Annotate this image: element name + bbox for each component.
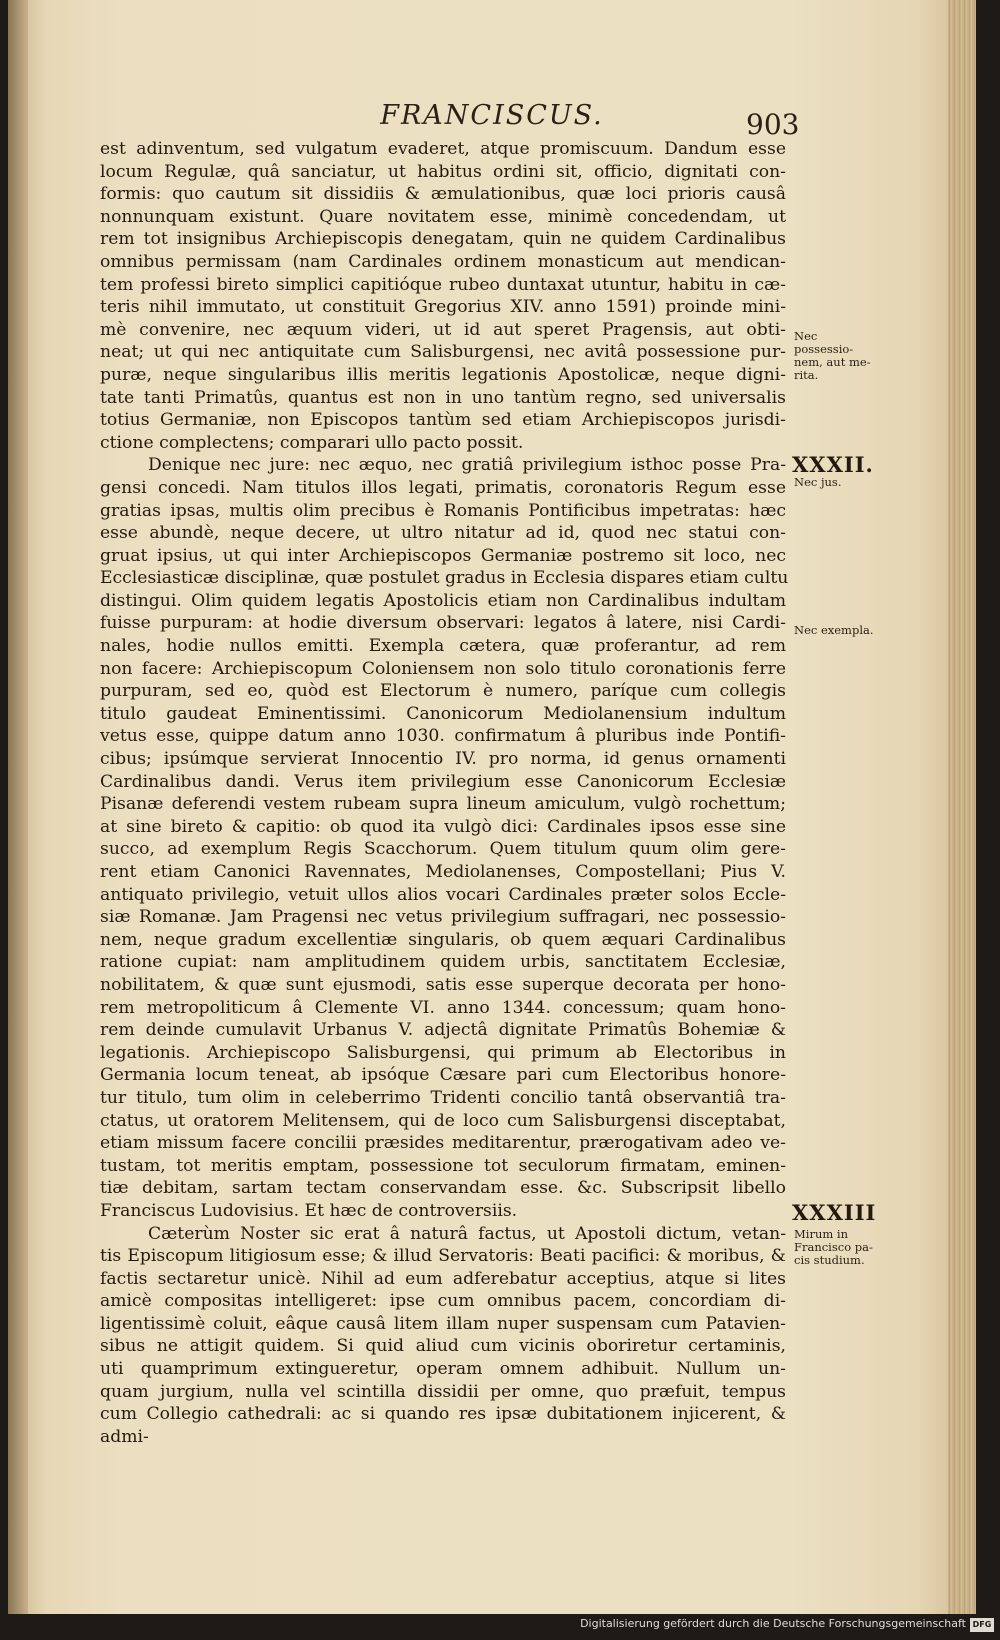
- text-line: fuisse purpuram: at hodie diversum observari: legatos â latere, nisi Cardi-: [100, 613, 786, 634]
- text-line: rem tot insignibus Archiepiscopis denegatam, quin ne quidem Cardinalibus: [100, 229, 786, 250]
- margin-note-nec-jus: Nec jus.: [794, 475, 842, 489]
- text-line: gensi concedi. Nam titulos illos legati, primatis, coronatoris Regum esse: [100, 477, 786, 498]
- text-line: succo, ad exemplum Regis Scacchorum. Quem titulum quum olim gere-: [100, 839, 786, 860]
- text-line: siæ Romanæ. Jam Pragensi nec vetus privilegium suffragari, nec possessio-: [100, 907, 786, 928]
- text-line: ctatus, ut oratorem Melitensem, qui de loco cum Salisburgensi disceptabat,: [100, 1110, 786, 1131]
- text-line: amicè compositas intelligeret: ipse cum omnibus pacem, concordiam di-: [100, 1291, 786, 1312]
- text-line: ctione complectens; comparari ullo pacto possit.: [100, 432, 524, 453]
- text-line: Cæterùm Noster sic erat â naturâ factus, ut Apostoli dictum, vetan-: [148, 1223, 786, 1244]
- text-line: tustam, tot meritis emptam, possessione tot seculorum firmatam, eminen-: [100, 1155, 786, 1176]
- text-line: Franciscus Ludovisius. Et hæc de controversiis.: [100, 1200, 518, 1221]
- text-line: admi-: [100, 1426, 149, 1447]
- body-text: [100, 138, 789, 1448]
- text-line: tis Episcopum litigiosum esse; & illud Servatoris: Beati pacifici: & moribus, &: [100, 1246, 786, 1267]
- text-line: antiquato privilegio, vetuit ullos alios vocari Cardinales præter solos Eccle-: [100, 884, 786, 905]
- text-line: mè convenire, nec æquum videri, ut id aut speret Pragensis, aut obti-: [100, 319, 786, 340]
- section-number-xxxii: XXXII.: [792, 452, 874, 477]
- text-line: quam jurgium, nulla vel scintilla dissidii per omne, quo præfuit, tempus: [100, 1381, 786, 1402]
- page: [8, 0, 976, 1614]
- text-line: Pisanæ deferendi vestem rubeam supra lineum amiculum, vulgò rochettum;: [100, 794, 786, 815]
- text-line: nales, hodie nullos emitti. Exempla cætera, quæ proferantur, ad rem: [100, 636, 786, 657]
- text-line: distingui. Olim quidem legatis Apostolicis etiam non Cardinalibus indultam: [100, 590, 786, 611]
- text-line: gruat ipsius, ut qui inter Archiepiscopos Germaniæ postremo sit loco, nec: [100, 545, 786, 566]
- text-line: omnibus permissam (nam Cardinales ordinem monasticum aut mendican-: [100, 251, 786, 272]
- margin-note-nec-exempla: Nec exempla.: [794, 623, 874, 637]
- text-line: totius Germaniæ, non Episcopos tantùm sed etiam Archiepiscopos jurisdi-: [100, 410, 786, 431]
- text-line: formis: quo cautum sit dissidiis & æmulationibus, quæ loci prioris causâ: [100, 184, 786, 205]
- running-head: FRANCISCUS.: [380, 100, 604, 131]
- text-line: etiam missum facere concilii præsides meditarentur, prærogativam adeo ve-: [100, 1133, 786, 1154]
- footer-credit: Digitalisierung gefördert durch die Deutsche Forschungsgemeinschaft: [580, 1617, 966, 1630]
- text-line: tate tanti Primatûs, quantus est non in uno tantùm regno, sed universalis: [100, 387, 786, 408]
- text-line: teris nihil immutato, ut constituit Gregorius XIV. anno 1591) proinde mini-: [100, 297, 786, 318]
- text-line: cum Collegio cathedrali: ac si quando res ipsæ dubitationem injicerent, &: [100, 1404, 786, 1425]
- text-line: titulo gaudeat Eminentissimi. Canonicorum Mediolanensium indultum: [100, 703, 786, 724]
- text-line: rem metropoliticum â Clemente VI. anno 1344. concessum; quam hono-: [100, 997, 786, 1018]
- text-line: gratias ipsas, multis olim precibus è Romanis Pontificibus impetratas: hæc: [100, 500, 786, 521]
- text-line: Cardinalibus dandi. Verus item privilegium esse Canonicorum Ecclesiæ: [100, 771, 786, 792]
- text-line: nonnunquam existunt. Quare novitatem esse, minimè concedendam, ut: [100, 206, 786, 227]
- text-line: nobilitatem, & quæ sunt ejusmodi, satis esse superque decorata per hono-: [100, 974, 786, 995]
- page-number: 903: [746, 108, 800, 141]
- spine-shadow: [8, 0, 28, 1614]
- text-line: rem deinde cumulavit Urbanus V. adjectâ dignitate Primatûs Bohemiæ &: [100, 1020, 786, 1041]
- text-line: neat; ut qui nec antiquitate cum Salisburgensi, nec avitâ possessione pur-: [100, 342, 786, 363]
- text-line: puræ, neque singularibus illis meritis legationis Apostolicæ, neque digni-: [100, 364, 786, 385]
- text-line: locum Regulæ, quâ sanciatur, ut habitus ordini sit, officio, dignitati con-: [100, 161, 786, 182]
- margin-note-nec-possessionem: Nec possessio-nem, aut me-rita.: [794, 329, 871, 382]
- margin-note-mirum: Mirum in Francisco pa-cis studium.: [794, 1227, 873, 1267]
- text-line: ratione cupiat: nam amplitudinem quidem urbis, sanctitatem Ecclesiæ,: [100, 952, 786, 973]
- text-line: est adinventum, sed vulgatum evaderet, atque promiscuum. Dandum esse: [100, 139, 786, 159]
- section-number-xxxiii: XXXIII: [792, 1200, 877, 1225]
- text-line: tiæ debitam, sartam tectam conservandam esse. &c. Subscripsit libello: [100, 1178, 786, 1199]
- text-line: rent etiam Canonici Ravennates, Mediolanenses, Compostellani; Pius V.: [100, 862, 786, 882]
- text-line: non facere: Archiepiscopum Coloniensem non solo titulo coronationis ferre: [100, 658, 786, 679]
- text-line: Denique nec jure: nec æquo, nec gratiâ privilegium isthoc posse Pra-: [148, 455, 786, 476]
- text-line: Germania locum teneat, ab ipsóque Cæsare pari cum Electoribus honore-: [100, 1065, 786, 1086]
- text-line: tur titulo, tum olim in celeberrimo Tridenti concilio tantâ observantiâ tra-: [100, 1087, 786, 1108]
- text-line: Ecclesiasticæ disciplinæ, quæ postulet gradus in Ecclesia dispares etiam cultu: [100, 568, 789, 589]
- text-line: cibus; ipsúmque servierat Innocentio IV. pro norma, id genus ornamenti: [100, 749, 786, 770]
- text-line: vetus esse, quippe datum anno 1030. confirmatum â pluribus inde Pontifi-: [100, 726, 786, 747]
- text-line: tem professi bireto simplici capitióque rubeo duntaxat utuntur, habitu in cæ-: [100, 274, 786, 295]
- text-line: purpuram, sed eo, quòd est Electorum è numero, paríque cum collegis: [100, 681, 786, 702]
- text-line: at sine bireto & capitio: ob quod ita vulgò dici: Cardinales ipsos esse sine: [100, 816, 786, 837]
- text-line: ligentissimè coluit, eâque causâ litem illam nuper suspensam cum Patavien-: [100, 1313, 786, 1334]
- text-line: nem, neque gradum excellentiæ singularis, ob quem æquari Cardinalibus: [100, 929, 786, 950]
- text-line: factis sectaretur unicè. Nihil ad eum adferebatur acceptius, atque si lites: [100, 1268, 786, 1289]
- text-line: uti quamprimum extingueretur, operam omnem adhibuit. Nullum un-: [100, 1359, 786, 1380]
- page-edge: [948, 0, 976, 1614]
- text-line: sibus ne attigit quidem. Si quid aliud cum vicinis oboriretur certaminis,: [100, 1336, 786, 1357]
- text-line: legationis. Archiepiscopo Salisburgensi, qui primum ab Electoribus in: [100, 1042, 786, 1063]
- dfg-logo: DFG: [970, 1618, 994, 1632]
- text-line: esse abundè, neque decere, ut ultro nitatur ad id, quod nec statui con-: [100, 523, 786, 544]
